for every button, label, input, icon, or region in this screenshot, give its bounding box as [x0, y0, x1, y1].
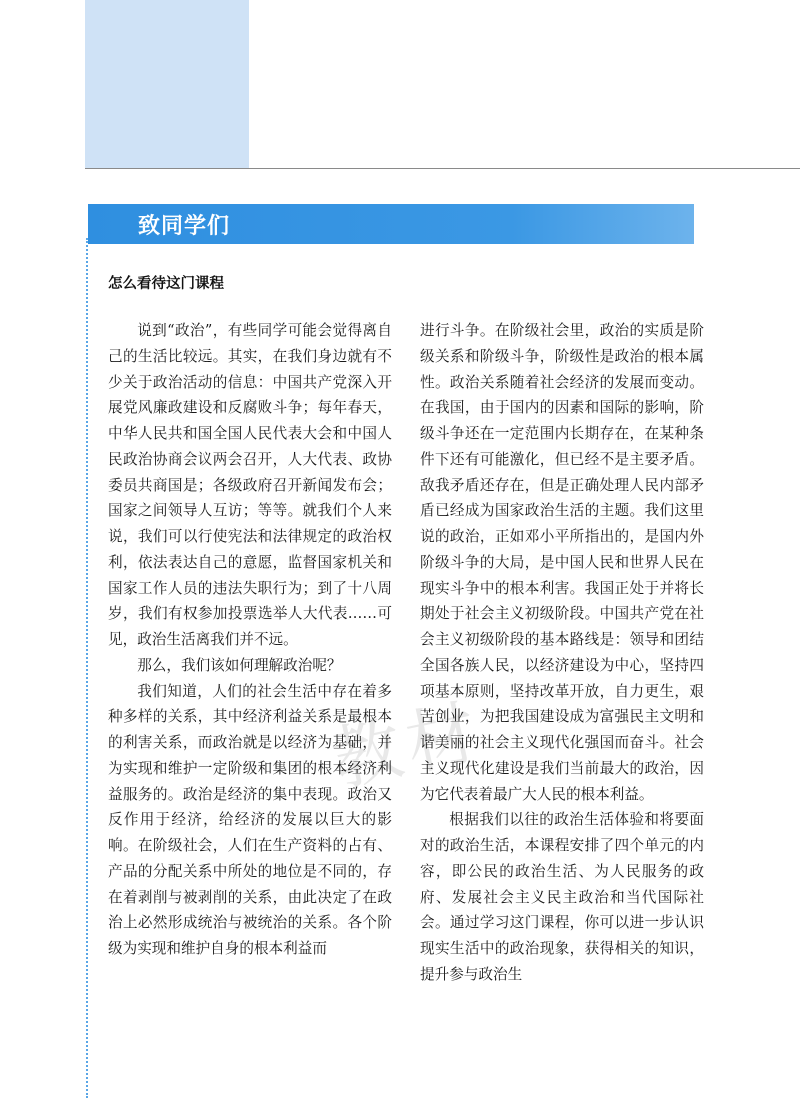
header-divider: [85, 168, 800, 169]
paragraph: 说到“政治”，有些同学可能会觉得离自己的生活比较远。其实，在我们身边就有不少关于政治活动的信息：中国共产党深入开展党风廉政建设和反腐败斗争；每年春天，中华人民共和国全国人民代表大会和中国人民政治协商会议两会召开，人大代表、政协委员共商国是；各级政府召开新闻发布会；国家之间领导人互访；等等。就我们个人来说，我们可以行使宪法和法律规定的政治权利，依法表达自己的意愿，监督国家机关和国家工作人员的违法失职行为；到了十八周岁，我们有权参加投票选举人大代表……可见，政治生活离我们并不远。: [108, 322, 392, 648]
margin-dotted-line: [86, 238, 88, 1098]
paragraph: 我们知道，人们的社会生活中存在着多种多样的关系，其中经济利益关系是最根本的利害关系，而政治就是以经济为基础，并为实现和维护一定阶级和集团的根本经济利益服务的。政治是经济的集中表现。政治又反作用于经济，给经济的发展以巨大的影响。在阶级社会，人们在生产资料的占有、产品的分配关系中所处的地位是不同的，存在着剥削与被剥削的关系，由此决定了在政治上必然形成统治与被统治的关系。各个阶级为实现和维护自身的根本利益而: [108, 682, 392, 957]
section-title-bar: [88, 204, 694, 244]
paragraph: 那么，我们该如何理解政治呢？: [137, 656, 342, 674]
section-subtitle: 怎么看待这门课程: [108, 276, 224, 292]
watermark-text: 教材: [324, 689, 491, 802]
text-column-left: [108, 318, 392, 962]
paragraph: 根据我们以往的政治生活体验和将要面对的政治生活，本课程安排了四个单元的内容，即公民的政治生活、为人民服务的政府、发展社会主义民主政治和当代国际社会。通过学习这门课程，你可以进一步认识现实生活中的政治现象，获得相关的知识，提升参与政治生: [420, 811, 704, 983]
section-title: 致同学们: [138, 214, 231, 239]
paragraph: 进行斗争。在阶级社会里，政治的实质是阶级关系和阶级斗争，阶级性是政治的根本属性。政治关系随着社会经济的发展而变动。在我国，由于国内的因素和国际的影响，阶级斗争还在一定范围内长期存在，在某种条件下还有可能激化，但已经不是主要矛盾。敌我矛盾还存在，但是正确处理人民内部矛盾已经成为国家政治生活的主题。我们这里说的政治，正如邓小平所指出的，是国内外阶级斗争的大局，是中国人民和世界人民在现实斗争中的根本利害。我国正处于并将长期处于社会主义初级阶段。中国共产党在社会主义初级阶段的基本路线是：领导和团结全国各族人民，以经济建设为中心，坚持四项基本原则，坚持改革开放，自力更生，艰苦创业，为把我国建设成为富强民主文明和谐美丽的社会主义现代化强国而奋斗。社会主义现代化建设是我们当前最大的政治，因为它代表着最广大人民的根本利益。: [420, 322, 704, 803]
header-color-block: [85, 0, 249, 168]
text-column-right: [420, 318, 704, 988]
